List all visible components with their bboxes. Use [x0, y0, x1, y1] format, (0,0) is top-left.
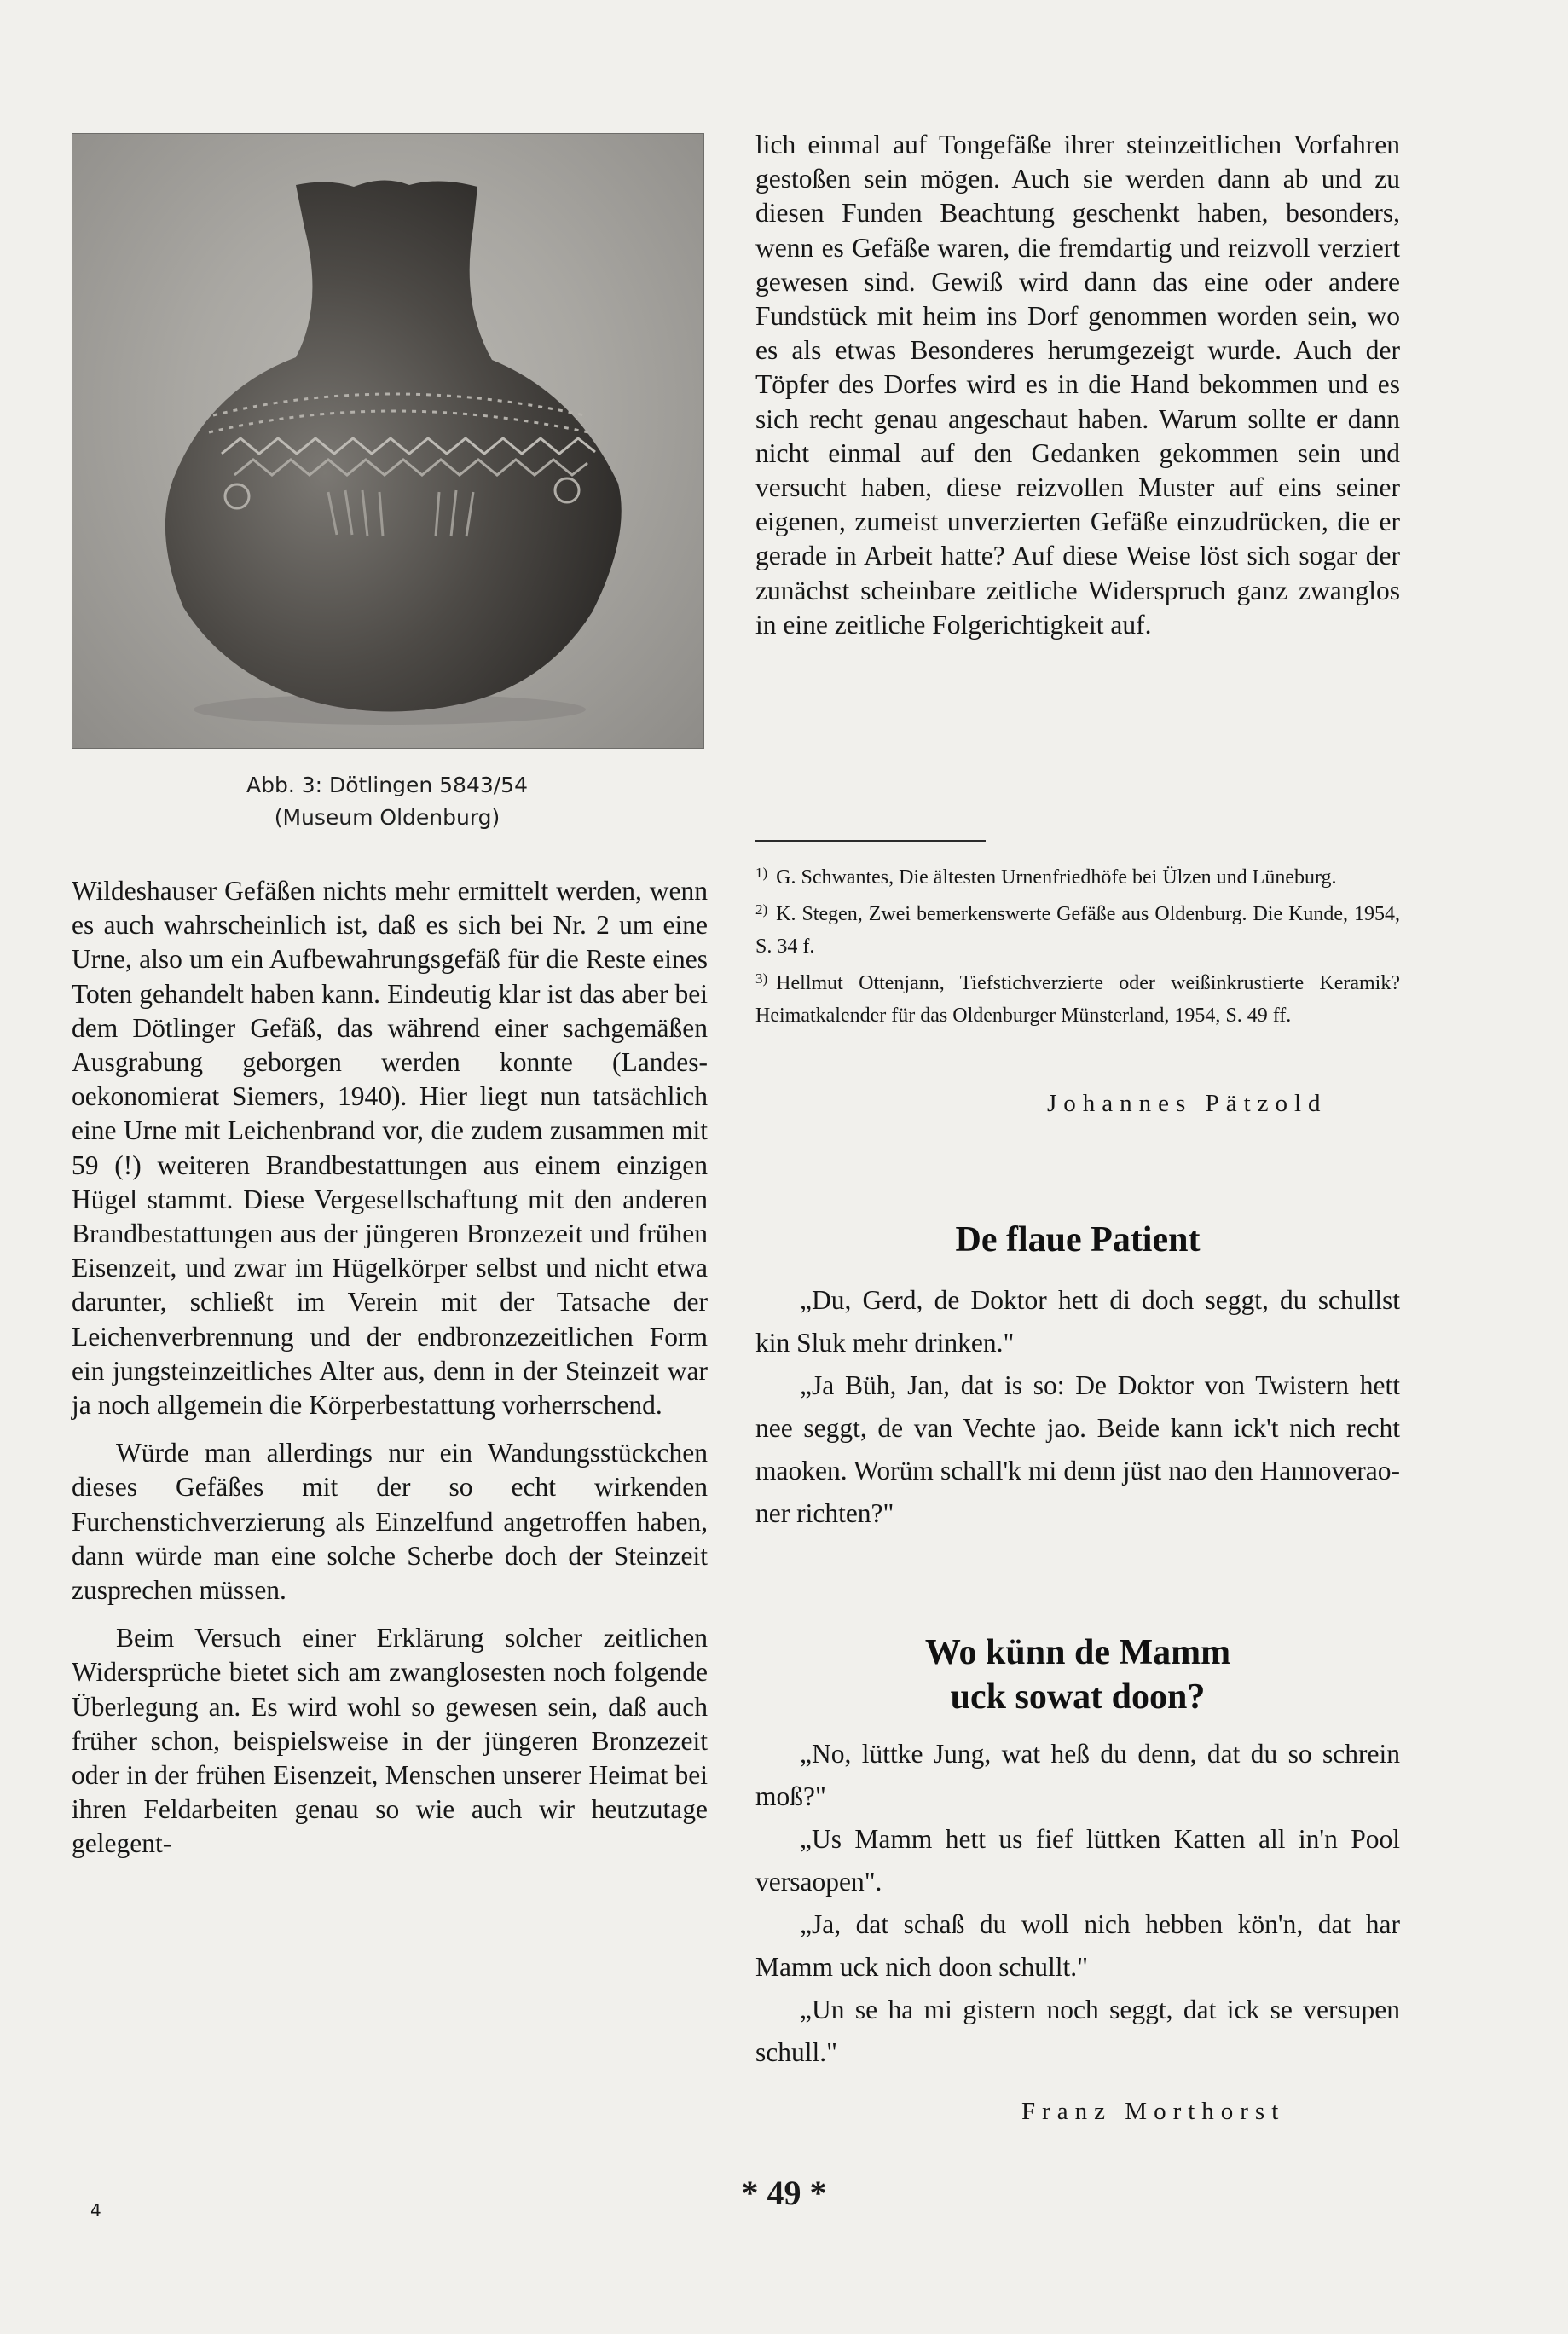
footnote-number: 1)	[755, 865, 768, 881]
page-number: * 49 *	[741, 2174, 827, 2212]
footnote-number: 3)	[755, 970, 768, 987]
poem-2-title	[755, 1630, 1400, 1719]
footnote-1	[755, 857, 1400, 894]
poem-1-paragraph-2: „Ja Büh, Jan, dat is so: De Doktor von Twistern hett nee seggt, de van Vechte jao. Beide kann ick't nich recht maoken. Worüm schall'k mi denn jüst nao den Hannoveraoner richten?"	[755, 1370, 1400, 1528]
poem-2-body	[755, 1733, 1400, 2074]
footnote-text: G. Schwantes, Die ältesten Urnenfriedhöfe bei Ülzen und Lüneburg.	[776, 866, 1337, 889]
left-paragraph-2: Würde man allerdings nur ein Wandungsstückchen dieses Gefäßes mit der so echt wirkenden Furchenstichverzierung als Einzelfund angetroffen haben, dann würde man eine solche Scherbe doch der Steinzeit zusprechen müssen.	[72, 1438, 708, 1606]
poem-2-paragraph-2: „Us Mamm hett us fief lüttken Katten all in'n Pool versaopen".	[755, 1824, 1400, 1897]
right-paragraph-1: lich einmal auf Tongefäße ihrer steinzeitlichen Vorfahren gestoßen sein mögen. Auch sie werden dann ab und zu diesen Funden Beachtung geschenkt haben, besonders, wenn es Gefäße waren, die fremdartig und reizvoll verziert gewesen sind. Gewiß wird dann das eine oder andere Fundstück mit heim ins Dorf genommen worden sein, wo es als etwas Besonderes herumgezeigt wurde. Auch der Töpfer des Dorfes wird es in die Hand bekommen und es sich recht genau angeschaut haben. Warum sollte er dann nicht einmal auf den Gedanken gekommen sein und versucht haben, diese reizvollen Muster auf eins seiner eigenen, zumeist unverzierten Gefäße einzudrücken, die er gerade in Arbeit hatte? Auf diese Weise löst sich sogar der zunächst scheinbare zeitliche Widerspruch ganz zwanglos in eine zeitliche Folgerichtigkeit auf.	[755, 130, 1400, 640]
left-paragraph-3: Beim Versuch einer Erklärung solcher zeitlichen Widersprüche bietet sich am zwanglosesten noch folgende Überlegung an. Es wird wohl so gewesen sein, daß auch früher schon, beispielsweise in der jüngeren Bronzezeit oder in der frühen Eisenzeit, Menschen unserer Heimat bei ihren Feldarbeiten genau so wie auch wir heutzutage gelegent-	[72, 1623, 708, 1859]
figure-caption	[72, 769, 703, 834]
footnote-3	[755, 963, 1400, 1032]
author-signature-2: Franz Morthorst	[1021, 2098, 1286, 2125]
poem-1-body	[755, 1279, 1400, 1535]
poem-1-title: De flaue Patient	[955, 1220, 1201, 1260]
poem-2-paragraph-4: „Un se ha mi gistern noch seggt, dat ick se versupen schull."	[755, 1995, 1400, 2067]
footnote-divider	[755, 840, 986, 842]
footnote-number: 2)	[755, 901, 768, 918]
footnotes	[755, 857, 1400, 1032]
urn-photo	[72, 133, 704, 749]
caption-line-1: Abb. 3: Dötlingen 5843/54	[246, 773, 528, 797]
urn-image-icon	[72, 134, 703, 748]
footnote-2	[755, 894, 1400, 963]
poem-2-title-line-1: Wo künn de Mamm	[924, 1633, 1231, 1672]
right-column	[755, 128, 1400, 642]
footnote-text: Hellmut Ottenjann, Tiefstichverzierte oder weißinkrustierte Keramik? Heimatkalender für das Oldenburger Münsterland, 1954, S. 49 ff.	[755, 972, 1400, 1027]
footnote-text: K. Stegen, Zwei bemerkenswerte Gefäße aus Oldenburg. Die Kunde, 1954, S. 34 f.	[755, 903, 1400, 958]
author-signature-1: Johannes Pätzold	[1047, 1090, 1328, 1117]
caption-line-2: (Museum Oldenburg)	[274, 805, 500, 830]
left-paragraph-1: Wildeshauser Gefäßen nichts mehr ermittelt werden, wenn es auch wahrscheinlich ist, daß es sich bei Nr. 2 um eine Urne, also um ein Aufbewahrungsgefäß für die Reste eines Toten gehandelt haben kann. Eindeutig klar ist das aber bei dem Dötlinger Gefäß, das während einer sachgemäßen Ausgrabung geborgen werden konnte (Landesoekonomierat Siemers, 1940). Hier liegt nun tatsächlich eine Urne mit Leichenbrand vor, die zudem zusammen mit 59 (!) weiteren Brandbestattungen aus einem einzigen Hügel stammt. Diese Vergesellschaftung mit den anderen Brandbestattungen aus der jüngeren Bronzezeit und frühen Eisenzeit, und zwar im Hügelkörper selbst und nicht etwa darunter, schließt im Verein mit der Tatsache der Leichenverbrennung und der endbronzezeitlichen Form ein jungsteinzeitliches Alter aus, denn in der Steinzeit war ja noch allgemein die Körperbestattung vorherrschend.	[72, 876, 708, 1421]
left-column	[72, 874, 708, 1862]
poem-1-paragraph-1: „Du, Gerd, de Doktor hett di doch seggt, du schullst kin Sluk mehr drinken."	[755, 1285, 1400, 1358]
sheet-mark: 4	[90, 2200, 101, 2221]
poem-2-title-line-2: uck sowat doon?	[950, 1677, 1206, 1717]
poem-2-paragraph-1: „No, lüttke Jung, wat heß du denn, dat du so schrein moß?"	[755, 1739, 1400, 1811]
poem-2-paragraph-3: „Ja, dat schaß du woll nich hebben kön'n, dat har Mamm uck nich doon schullt."	[755, 1909, 1400, 1982]
